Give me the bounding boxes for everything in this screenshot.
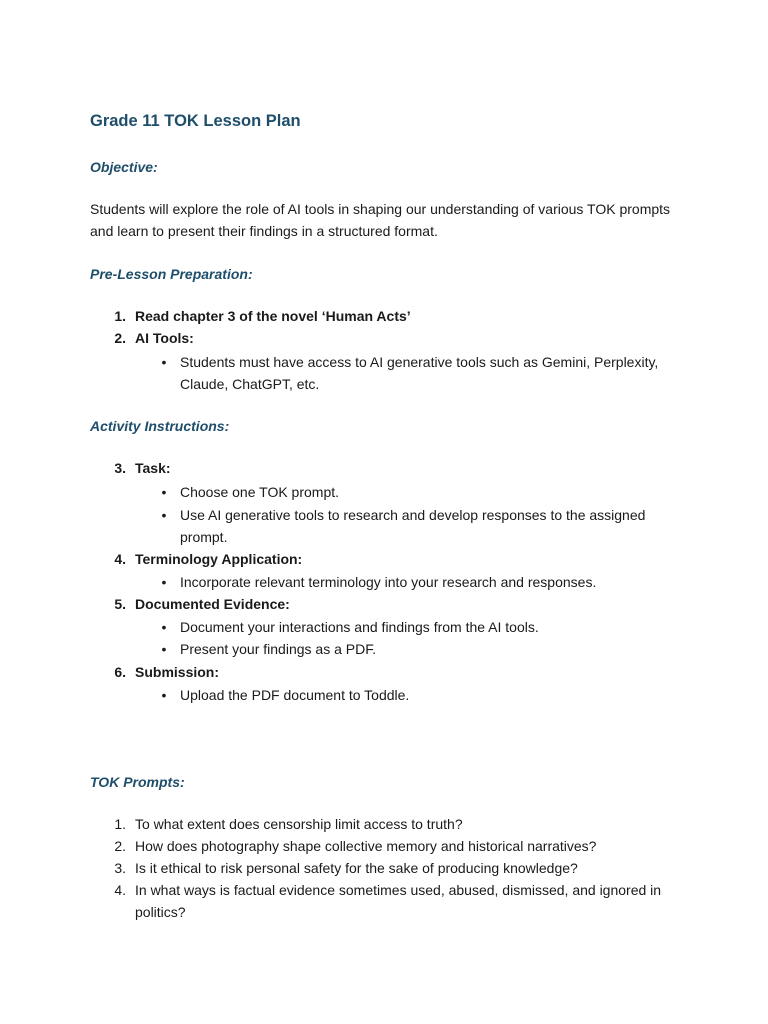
list-item-label: Read chapter 3 of the novel ‘Human Acts’ (135, 308, 411, 324)
bullet-item (158, 504, 678, 548)
bullet-item (158, 481, 678, 503)
prompts-heading: TOK Prompts: (90, 774, 185, 790)
list-item (90, 813, 680, 835)
activity-heading: Activity Instructions: (90, 418, 230, 434)
bullet-text: Incorporate relevant terminology into your research and responses. (180, 574, 597, 590)
document-title: Grade 11 TOK Lesson Plan (90, 112, 301, 130)
list-item-label: AI Tools: (135, 330, 194, 346)
bullet-item (158, 638, 678, 660)
bullet-icon: • (161, 574, 167, 590)
list-number: 1. (114, 816, 126, 832)
list-number: 6. (114, 664, 126, 680)
bullet-icon: • (161, 484, 167, 500)
bullet-text: Present your findings as a PDF. (180, 641, 377, 657)
prompt-text: To what extent does censorship limit access to truth? (135, 816, 463, 832)
list-item (90, 879, 680, 923)
bullet-item (158, 616, 678, 638)
bullet-item (158, 684, 678, 706)
bullet-text: Students must have access to AI generative tools such as Gemini, Perplexity, Claude, ChatGPT, etc. (180, 354, 659, 392)
list-number: 4. (114, 882, 126, 898)
list-item-label: Terminology Application: (135, 551, 303, 567)
preparation-heading: Pre-Lesson Preparation: (90, 266, 253, 282)
prompt-text: Is it ethical to risk personal safety for the sake of producing knowledge? (135, 860, 578, 876)
bullet-item (158, 571, 678, 593)
list-number: 2. (114, 838, 126, 854)
list-number: 3. (114, 460, 126, 476)
list-item (90, 857, 680, 879)
bullet-text: Document your interactions and findings from the AI tools. (180, 619, 539, 635)
bullet-icon: • (161, 507, 167, 523)
prompt-text: How does photography shape collective memory and historical narratives? (135, 838, 597, 854)
bullet-text: Use AI generative tools to research and develop responses to the assigned prompt. (180, 507, 646, 545)
list-item-label: Submission: (135, 664, 220, 680)
bullet-icon: • (161, 354, 167, 370)
list-number: 4. (114, 551, 126, 567)
bullet-icon: • (161, 687, 167, 703)
list-item (90, 835, 680, 857)
objective-heading: Objective: (90, 159, 158, 175)
list-item-label: Documented Evidence: (135, 596, 290, 612)
list-number: 5. (114, 596, 126, 612)
list-number: 3. (114, 860, 126, 876)
objective-text: Students will explore the role of AI tools in shaping our understanding of various TOK prompts and learn to present their findings in a structured format. (90, 201, 671, 239)
bullet-item (158, 351, 678, 395)
bullet-icon: • (161, 619, 167, 635)
bullet-text: Upload the PDF document to Toddle. (180, 687, 410, 703)
list-number: 2. (114, 330, 126, 346)
list-item-label: Task: (135, 460, 171, 476)
prompt-text: In what ways is factual evidence sometimes used, abused, dismissed, and ignored in politics? (135, 882, 662, 920)
bullet-icon: • (161, 641, 167, 657)
list-number: 1. (114, 308, 126, 324)
bullet-text: Choose one TOK prompt. (180, 484, 340, 500)
